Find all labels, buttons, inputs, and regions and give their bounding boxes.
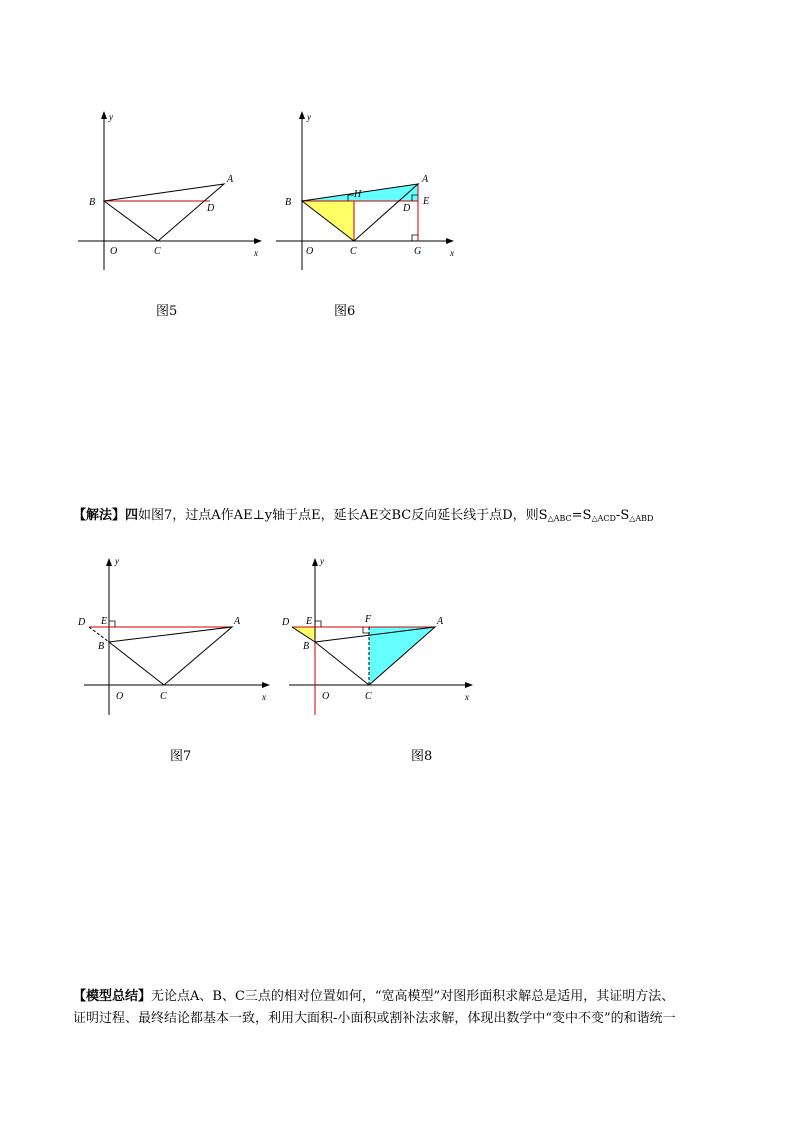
label-y: y	[320, 556, 324, 566]
figure-7	[72, 550, 282, 720]
summary-line-1	[73, 986, 674, 1008]
method4-sub-abc: △ABC	[547, 514, 572, 523]
method4-paragraph	[73, 505, 653, 530]
label-x: x	[450, 248, 454, 258]
figure-5	[70, 105, 270, 270]
y-axis-arrow-icon	[312, 558, 318, 566]
label-c: C	[160, 691, 167, 702]
summary-heading: 【模型总结】	[73, 989, 152, 1004]
label-y: y	[115, 556, 119, 566]
method4-eq: =S	[571, 508, 592, 523]
label-o: O	[116, 691, 124, 702]
method4-text: 如图7，过点A作AE⊥y轴于点E，延长AE交BC反向延长线于点D，则S	[138, 508, 548, 523]
right-angle-g-icon	[412, 235, 418, 241]
right-angle-f-icon	[363, 627, 369, 633]
caption-fig6: 图6	[334, 304, 356, 319]
label-f: F	[365, 614, 372, 625]
figure-8	[277, 550, 487, 720]
y-axis-arrow-icon	[299, 111, 305, 119]
label-x: x	[262, 692, 266, 702]
caption-fig7: 图7	[170, 749, 192, 764]
label-c: C	[154, 246, 161, 257]
method4-minus: -S	[615, 508, 630, 523]
label-e: E	[306, 616, 313, 627]
label-g: G	[414, 246, 422, 257]
label-c: C	[350, 246, 357, 257]
right-angle-e-icon	[315, 621, 321, 627]
caption-fig5: 图5	[156, 304, 178, 319]
label-a: A	[437, 616, 444, 627]
method4-heading: 【解法】四	[73, 508, 139, 523]
label-b: B	[89, 197, 96, 208]
right-angle-e-icon	[109, 621, 115, 627]
triangle-abc	[104, 184, 224, 241]
label-a: A	[234, 616, 241, 627]
label-b: B	[285, 197, 292, 208]
label-c: C	[365, 691, 372, 702]
segment-db-dashed	[89, 627, 109, 642]
label-e: E	[101, 616, 108, 627]
label-o: O	[110, 246, 118, 257]
label-d: D	[282, 617, 290, 628]
method4-sub-abd: △ABD	[629, 514, 654, 523]
summary-text-1: 无论点A、B、C三点的相对位置如何，“宽高模型”对图形面积求解总是适用，其证明方法、	[151, 989, 675, 1004]
label-y: y	[307, 112, 311, 122]
label-b: B	[303, 641, 310, 652]
label-a: A	[422, 174, 429, 185]
summary-line-2: 证明过程、最终结论都基本一致，利用大面积-小面积或割补法求解，体现出数学中“变中不变”的和谐统一	[73, 1011, 676, 1026]
triangle-abc	[109, 627, 232, 685]
x-axis-arrow-icon	[446, 238, 454, 244]
label-b: B	[98, 641, 105, 652]
label-x: x	[254, 248, 258, 258]
x-axis-arrow-icon	[262, 682, 270, 688]
label-a: A	[227, 174, 234, 185]
label-o: O	[306, 246, 314, 257]
label-o: O	[322, 691, 330, 702]
caption-fig8: 图8	[411, 749, 433, 764]
label-d: D	[403, 203, 411, 214]
x-axis-arrow-icon	[254, 238, 262, 244]
label-d: D	[207, 203, 215, 214]
label-x: x	[465, 692, 469, 702]
label-e: E	[423, 196, 430, 207]
label-d: D	[78, 617, 86, 628]
figure-6	[268, 105, 468, 270]
y-axis-arrow-icon	[106, 558, 112, 566]
method4-sub-acd: △ACD	[591, 514, 616, 523]
label-y: y	[109, 112, 113, 122]
x-axis-arrow-icon	[465, 682, 473, 688]
y-axis-arrow-icon	[101, 111, 107, 119]
label-h: H	[354, 189, 362, 200]
